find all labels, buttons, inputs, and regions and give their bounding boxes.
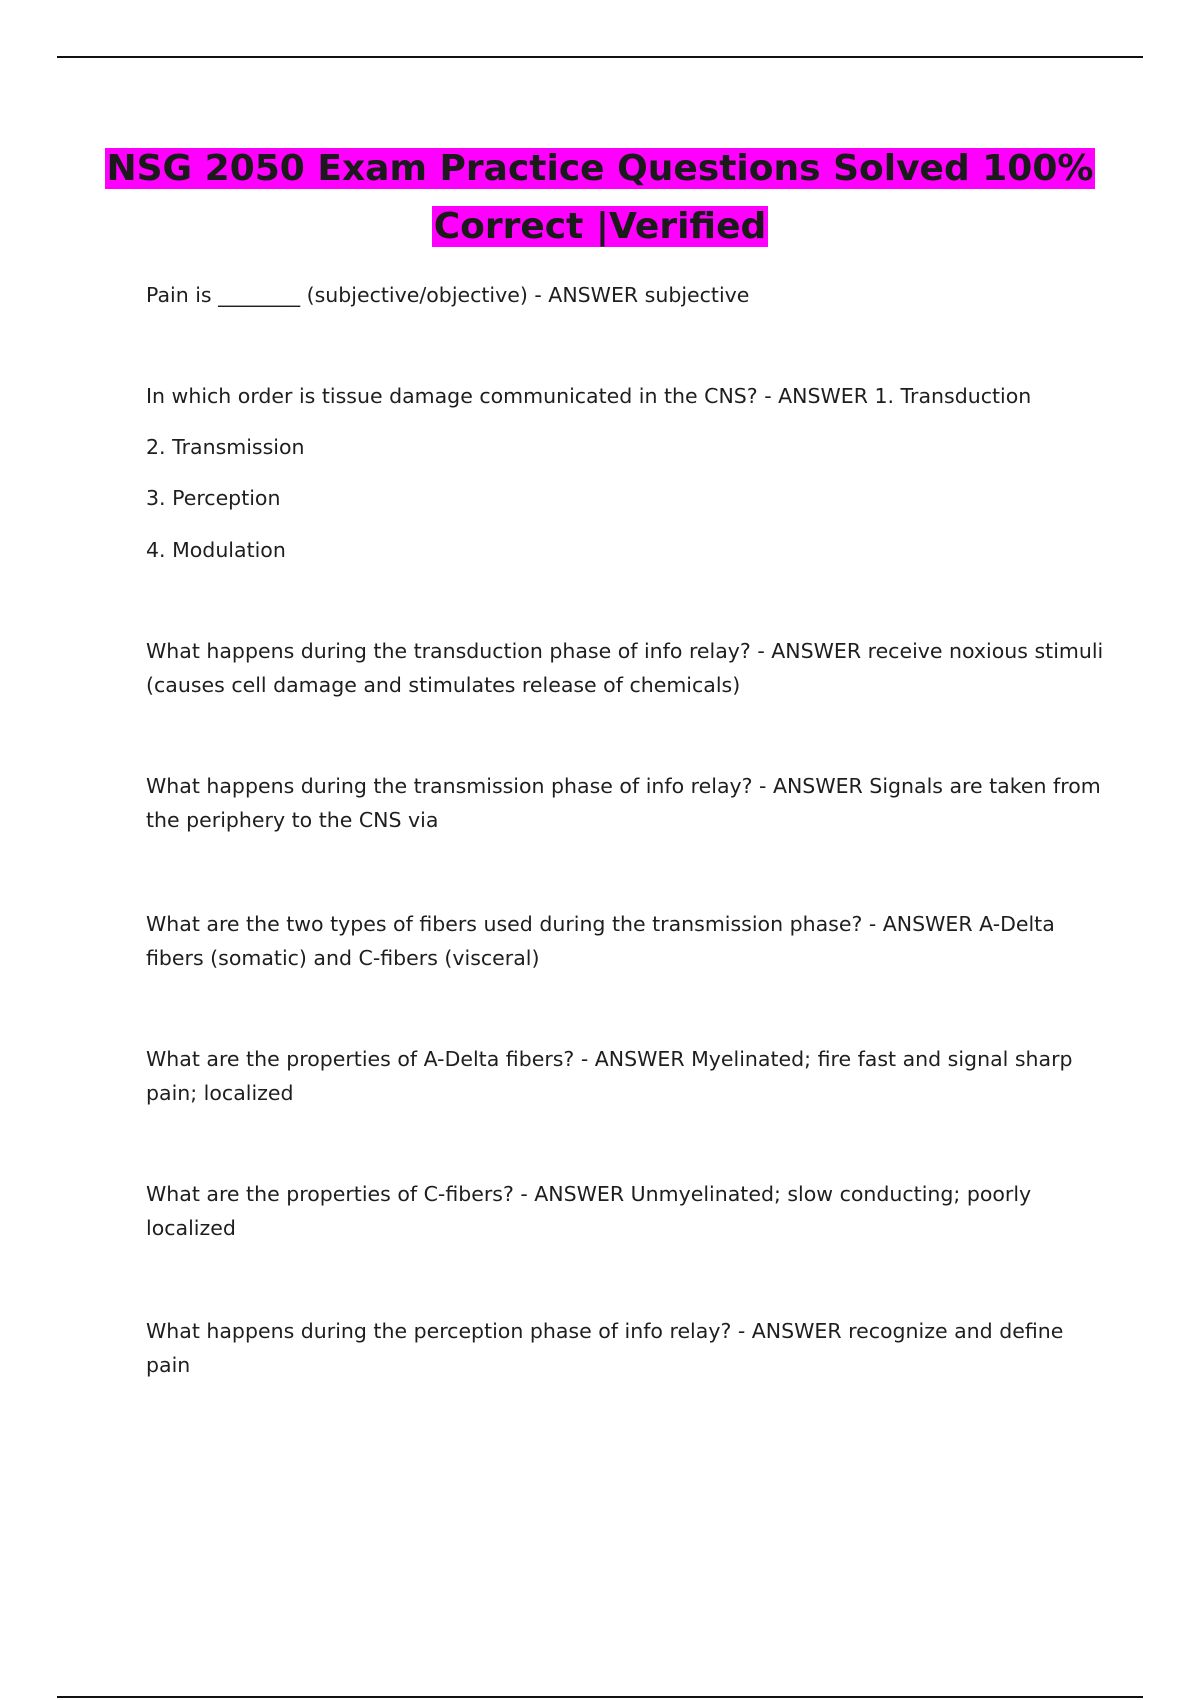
header-rule xyxy=(57,56,1143,58)
qa-paragraph: In which order is tissue damage communicated in the CNS? - ANSWER 1. Transduction xyxy=(146,384,1032,408)
list-item: 3. Perception xyxy=(146,486,281,510)
qa-paragraph: Pain is ________ (subjective/objective) - ANSWER subjective xyxy=(146,283,750,307)
qa-paragraph: What happens during the transduction phase of info relay? - ANSWER receive noxious stimuli (causes cell damage and stimulates release of chemicals) xyxy=(146,639,1104,697)
footer-rule xyxy=(57,1696,1143,1698)
qa-paragraph: What are the properties of C-fibers? - ANSWER Unmyelinated; slow conducting; poorly localized xyxy=(146,1182,1032,1240)
qa-paragraph: What happens during the transmission phase of info relay? - ANSWER Signals are taken from the periphery to the CNS via xyxy=(146,774,1101,832)
qa-paragraph: What are the properties of A-Delta fibers? - ANSWER Myelinated; fire fast and signal sharp pain; localized xyxy=(146,1047,1073,1105)
list-item: 4. Modulation xyxy=(146,538,286,562)
qa-paragraph: What are the two types of fibers used during the transmission phase? - ANSWER A-Delta fibers (somatic) and C-fibers (visceral) xyxy=(146,912,1055,970)
qa-paragraph: What happens during the perception phase of info relay? - ANSWER recognize and define pain xyxy=(146,1319,1064,1377)
title-line-1: NSG 2050 Exam Practice Questions Solved 100% xyxy=(106,148,1094,189)
title-line-2: Correct |Verified xyxy=(433,206,767,247)
document-title xyxy=(100,140,1100,256)
list-item: 2. Transmission xyxy=(146,435,305,459)
